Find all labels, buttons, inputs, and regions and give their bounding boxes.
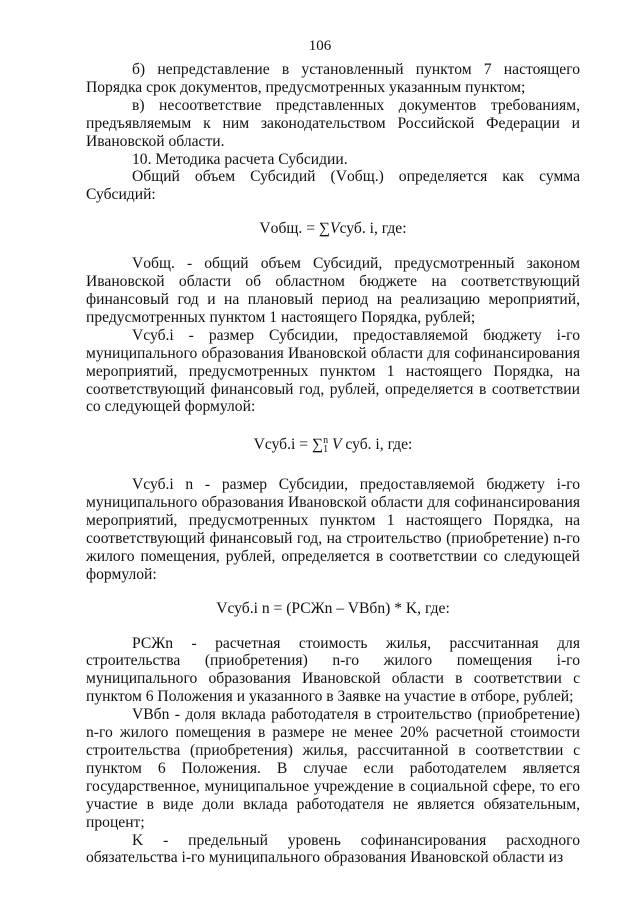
sum-symbol: ∑ [311, 436, 324, 454]
formula-text: Vсуб.i n = (РСЖn – VBбn) * K, где: [216, 599, 450, 617]
definition-vbb-n: VBбn - доля вклада работодателя в строительство (приобретение) n-го жилого помещения в размере не менее 20% расчетной стоимости строительства (приобретения) жилья, рассчитанной в соответствии с пунктом 6 Положения. В случае если работодателем является государственное, муниципальное учреждение в социальной сфере, то его участие в виде доли вклада работодателя не является обязательным, процент; [86, 706, 580, 831]
formula-variable: V [330, 220, 340, 238]
paragraph-item-b: б) непредставление в установленный пунктом 7 настоящего Порядка срок документов, предусмотренных указанным пунктом; [86, 61, 580, 96]
formula-rest: суб. i, где: [339, 220, 407, 238]
formula-rest: суб. i, где: [341, 436, 413, 454]
sum-lower-limit: 1 [323, 444, 329, 456]
formula-lhs: Vобщ. = [259, 220, 319, 238]
definition-vsub-i-n: Vсуб.i n - размер Субсидии, предоставляемой бюджету i-го муниципального образования Ивановской области для софинансирования мероприятий, предусмотренных пунктом 1 настоящего Порядка, на соответствующий финансовый год, на строительство (приобретение) n-го жилого помещения, рублей, определяется в соответствии со следующей формулой: [86, 476, 580, 583]
formula-subsidy-i [86, 432, 580, 459]
formula-variable: V [328, 436, 342, 454]
formula-subsidy-i-n [86, 600, 580, 618]
document-body [86, 61, 580, 867]
paragraph-item-v: в) несоответствие представленных документов требованиям, предъявляемым к ним законодательством Российской Федерации и Ивановской области. [86, 96, 580, 150]
formula-lhs: Vсуб.i = [253, 436, 312, 454]
definition-k: K - предельный уровень софинансирования расходного обязательства i-го муниципального образования Ивановской области из [86, 831, 580, 867]
section-heading: 10. Методика расчета Субсидии. [132, 150, 348, 168]
page-number: 106 [308, 38, 332, 54]
definition-vsub-i: Vсуб.i - размер Субсидии, предоставляемой бюджету i-го муниципального образования Ивановской области для софинансирования мероприятий, предусмотренных пунктом 1 настоящего Порядка, на соответствующий финансовый год, рублей, определяется в соответствии со следующей формулой: [86, 326, 580, 416]
paragraph-total-volume: Общий объем Субсидий (Vобщ.) определяется как сумма Субсидий: [86, 168, 580, 204]
definition-vtotal: Vобщ. - общий объем Субсидий, предусмотренный законом Ивановской области об областном бюджете на соответствующий финансовый год и на плановый период на реализацию мероприятий, предусмотренных пунктом 1 настоящего Порядка, рублей; [86, 255, 580, 326]
sum-upper-limit: n [323, 435, 329, 447]
definition-rszh-n: РСЖn - расчетная стоимость жилья, рассчитанная для строительства (приобретения) n-го жилого помещения i-го муниципального образования Ивановской области в соответствии с пунктом 6 Положения и указанного в Заявке на участие в отборе, рублей; [86, 634, 580, 706]
formula-total-subsidy [86, 220, 580, 238]
sum-symbol: ∑ [318, 220, 331, 238]
